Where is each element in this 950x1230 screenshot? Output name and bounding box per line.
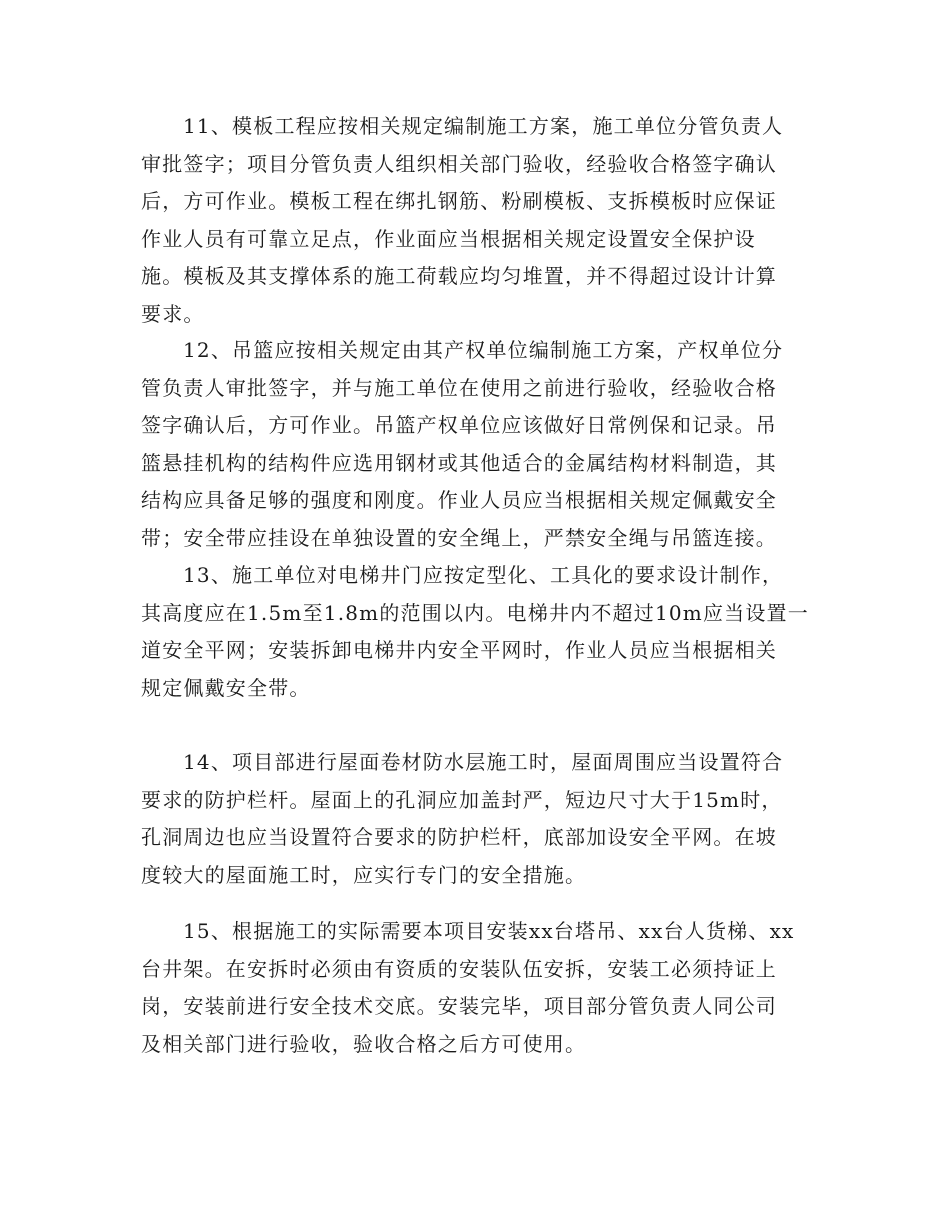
- text-line: 14、项目部进行屋面卷材防水层施工时，屋面周围应当设置符合: [183, 750, 784, 774]
- text-line: 要求。: [141, 301, 205, 326]
- text-line: 道安全平网；安装拆卸电梯井内安全平网时，作业人员应当根据相关: [141, 638, 777, 662]
- paragraph-15: [141, 913, 811, 1063]
- text-line: 作业人员有可靠立足点，作业面应当根据相关规定设置安全保护设: [141, 226, 756, 251]
- paragraph-14: [141, 744, 811, 894]
- text-line: 13、施工单位对电梯井门应按定型化、工具化的要求设计制作，: [183, 563, 784, 587]
- text-line: 其高度应在1.5m至1.8m的范围以内。电梯井内不超过10m应当设置一: [141, 600, 809, 625]
- text-line: 台井架。在安拆时必须由有资质的安装队伍安拆，安装工必须持证上: [141, 956, 777, 981]
- text-line: 后，方可作业。模板工程在绑扎钢筋、粉刷模板、支拆模板时应保证: [141, 189, 777, 213]
- text-line: 12、吊篮应按相关规定由其产权单位编制施工方案，产权单位分: [183, 338, 784, 362]
- text-line: 带；安全带应挂设在单独设置的安全绳上，严禁安全绳与吊篮连接。: [141, 525, 777, 550]
- paragraph-13: [141, 557, 811, 707]
- text-line: 要求的防护栏杆。屋面上的孔洞应加盖封严，短边尺寸大于15m时，: [141, 787, 783, 812]
- paragraph-12: [141, 332, 811, 557]
- text-line: 签字确认后，方可作业。吊篮产权单位应该做好日常例保和记录。吊: [141, 413, 777, 437]
- text-line: 审批签字；项目分管负责人组织相关部门验收，经验收合格签字确认: [141, 151, 777, 176]
- text-line: 规定佩戴安全带。: [141, 675, 311, 700]
- text-line: 11、模板工程应按相关规定编制施工方案，施工单位分管负责人: [183, 114, 784, 138]
- text-line: 结构应具备足够的强度和刚度。作业人员应当根据相关规定佩戴安全: [141, 488, 777, 512]
- text-line: 孔洞周边也应当设置符合要求的防护栏杆，底部加设安全平网。在坡: [141, 825, 777, 849]
- text-line: 度较大的屋面施工时，应实行专门的安全措施。: [141, 862, 587, 887]
- text-line: 岗，安装前进行安全技术交底。安装完毕，项目部分管负责人同公司: [141, 994, 777, 1018]
- text-line: 管负责人审批签字，并与施工单位在使用之前进行验收，经验收合格: [141, 375, 777, 400]
- text-line: 15、根据施工的实际需要本项目安装xx台塔吊、xx台人货梯、xx: [183, 919, 795, 943]
- text-line: 施。模板及其支撑体系的施工荷载应均匀堆置，并不得超过设计计算: [141, 264, 777, 288]
- text-line: 篮悬挂机构的结构件应选用钢材或其他适合的金属结构材料制造，其: [141, 450, 777, 475]
- text-line: 及相关部门进行验收，验收合格之后方可使用。: [141, 1031, 587, 1056]
- paragraph-11: [141, 108, 811, 333]
